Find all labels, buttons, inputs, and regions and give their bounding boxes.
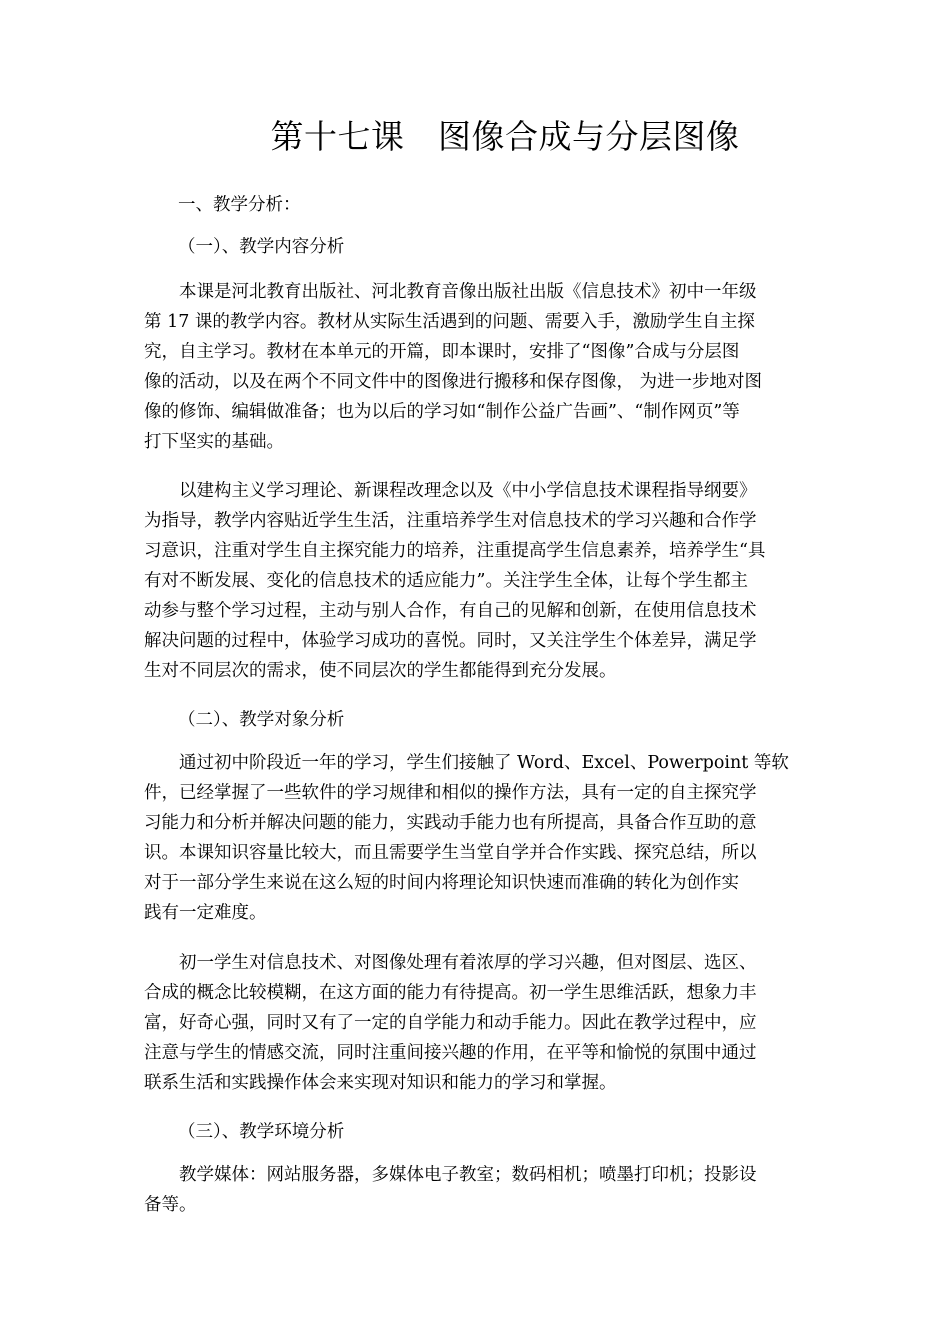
document-title: 第十七课 图像合成与分层图像 — [270, 117, 740, 156]
paragraph-line: 对于一部分学生来说在这么短的时间内将理论知识快速而准确的转化为创作实 — [144, 873, 739, 893]
paragraph-line: 教学媒体：网站服务器，多媒体电子教室；数码相机；喷墨打印机；投影设 — [179, 1165, 757, 1185]
paragraph-line: 究，自主学习。教材在本单元的开篇，即本课时，安排了“图像”合成与分层图 — [144, 342, 740, 362]
paragraph-line: 习能力和分析并解决问题的能力，实践动手能力也有所提高，具备合作互助的意 — [144, 813, 757, 833]
paragraph-line: 合成的概念比较模糊，在这方面的能力有待提高。初一学生思维活跃，想象力丰 — [144, 983, 757, 1003]
paragraph-line: 像的活动，以及在两个不同文件中的图像进行搬移和保存图像， 为进一步地对图 — [144, 372, 763, 392]
paragraph-line: 像的修饰、编辑做准备；也为以后的学习如“制作公益广告画”、“制作网页”等 — [144, 402, 740, 422]
paragraph-line: 打下坚实的基础。 — [144, 432, 284, 452]
paragraph-line: 联系生活和实践操作体会来实现对知识和能力的学习和掌握。 — [144, 1073, 617, 1093]
paragraph-line: 识。本课知识容量比较大，而且需要学生当堂自学并合作实践、探究总结，所以 — [144, 843, 757, 863]
paragraph-line: 件，已经掌握了一些软件的学习规律和相似的操作方法，具有一定的自主探究学 — [144, 783, 757, 803]
paragraph-line: 初一学生对信息技术、对图像处理有着浓厚的学习兴趣，但对图层、选区、 — [179, 953, 757, 973]
paragraph-line: 本课是河北教育出版社、河北教育音像出版社出版《信息技术》初中一年级 — [179, 282, 757, 302]
paragraph-line: 动参与整个学习过程，主动与别人合作，有自己的见解和创新，在使用信息技术 — [144, 601, 757, 621]
paragraph-teaching-philosophy — [144, 476, 809, 686]
paragraph-line: 解决问题的过程中，体验学习成功的喜悦。同时，又关注学生个体差异，满足学 — [144, 631, 757, 651]
paragraph-line: 第 17 课的教学内容。教材从实际生活遇到的问题、需要入手，激励学生自主探 — [144, 312, 755, 332]
paragraph-content-analysis — [144, 277, 809, 457]
paragraph-student-interest — [144, 948, 809, 1098]
subheading-environment-analysis: （三）、教学环境分析 — [178, 1122, 345, 1142]
section-heading-teaching-analysis: 一、教学分析： — [178, 195, 301, 215]
paragraph-line: 富，好奇心强，同时又有了一定的自学能力和动手能力。因此在教学过程中，应 — [144, 1013, 757, 1033]
paragraph-line: 通过初中阶段近一年的学习，学生们接触了 Word、Excel、Powerpoint 等软 — [179, 753, 789, 773]
paragraph-line: 习意识，注重对学生自主探究能力的培养，注重提高学生信息素养，培养学生“具 — [144, 541, 766, 561]
subheading-content-analysis: （一）、教学内容分析 — [178, 237, 345, 257]
paragraph-line: 有对不断发展、变化的信息技术的适应能力”。关注学生全体，让每个学生都主 — [144, 571, 748, 591]
paragraph-line: 为指导，教学内容贴近学生生活，注重培养学生对信息技术的学习兴趣和合作学 — [144, 511, 757, 531]
paragraph-line: 践有一定难度。 — [144, 903, 267, 923]
paragraph-environment-analysis — [144, 1160, 809, 1220]
subheading-student-analysis: （二）、教学对象分析 — [178, 710, 345, 730]
paragraph-line: 备等。 — [144, 1195, 197, 1215]
paragraph-line: 以建构主义学习理论、新课程改理念以及《中小学信息技术课程指导纲要》 — [179, 481, 757, 501]
paragraph-line: 注意与学生的情感交流，同时注重间接兴趣的作用，在平等和愉悦的氛围中通过 — [144, 1043, 757, 1063]
paragraph-student-analysis — [144, 748, 809, 928]
paragraph-line: 生对不同层次的需求，使不同层次的学生都能得到充分发展。 — [144, 661, 617, 681]
